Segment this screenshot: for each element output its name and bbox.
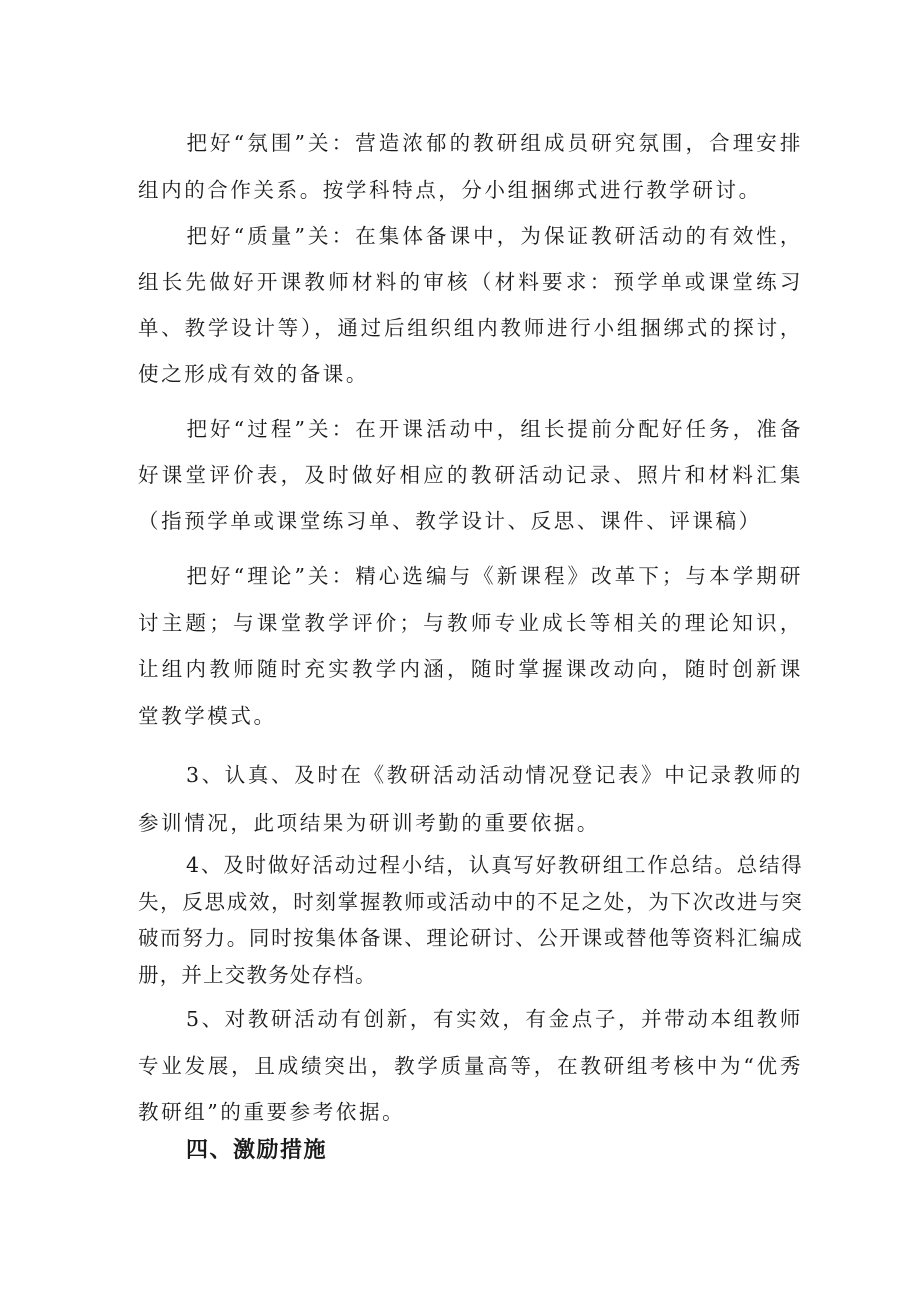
paragraph-text: 3、认真、及时在《教研活动活动情况登记表》中记录教师的参训情况，此项结果为研训考勤的重要依据。 bbox=[138, 763, 803, 835]
paragraph-text: 5、对教研活动有创新，有实效，有金点子，并带动本组教师专业发展，且成绩突出，教学质量高等，在教研组考核中为“优秀教研组”的重要参考依据。 bbox=[138, 1007, 803, 1124]
paragraph-atmosphere bbox=[138, 120, 803, 214]
paragraph-theory bbox=[138, 553, 803, 739]
paragraph-text: 把好“理论”关：精心选编与《新课程》改革下；与本学期研讨主题；与课堂教学评价；与教师专业成长等相关的理论知识，让组内教师随时充实教学内涵，随时掌握课改动向，随时创新课堂教学模式。 bbox=[138, 564, 803, 728]
paragraph-text: 把好“过程”关：在开课活动中，组长提前分配好任务，准备好课堂评价表，及时做好相应的教研活动记录、照片和材料汇集（指预学单或课堂练习单、教学设计、反思、课件、评课稿） bbox=[138, 417, 803, 533]
paragraph-text: 把好“质量”关：在集体备课中，为保证教研活动的有效性，组长先做好开课教师材料的审核（材料要求：预学单或课堂练习单、教学设计等），通过后组织组内教师进行小组捆绑式的探讨，使之形成有效的备课。 bbox=[138, 224, 803, 386]
section-heading: 四、激励措施 bbox=[186, 1138, 328, 1163]
paragraph-item-4 bbox=[138, 847, 803, 993]
paragraph-item-5 bbox=[138, 996, 803, 1136]
paragraph-quality bbox=[138, 213, 803, 397]
paragraph-process bbox=[138, 406, 803, 544]
paragraph-text: 把好“氛围”关：营造浓郁的教研组成员研究氛围，合理安排组内的合作关系。按学科特点，分小组捆绑式进行教学研讨。 bbox=[138, 131, 803, 202]
paragraph-text: 4、及时做好活动过程小结，认真写好教研组工作总结。总结得失，反思成效，时刻掌握教师或活动中的不足之处，为下次改进与突破而努力。同时按集体备课、理论研讨、公开课或替他等资料汇编成册，并上交教务处存档。 bbox=[138, 853, 803, 987]
paragraph-item-3 bbox=[138, 751, 803, 847]
